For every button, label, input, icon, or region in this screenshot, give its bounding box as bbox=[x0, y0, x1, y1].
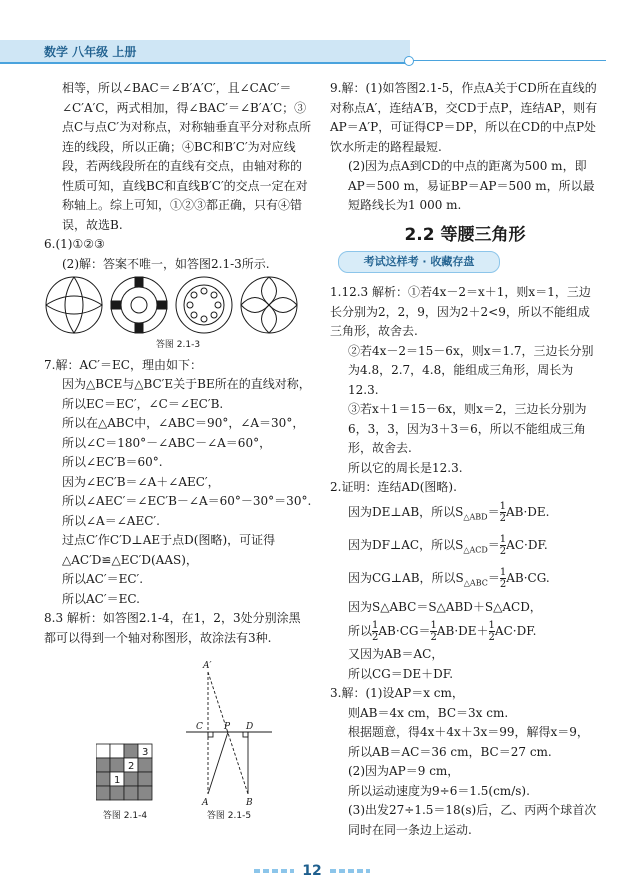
q2-line: 又因为AB＝AC， bbox=[348, 647, 444, 662]
q2-line: 因为DF⊥AC，所以$S_{\triangle ACD}=$ $\frac{1}{2}$ AC·DF. bbox=[348, 533, 548, 557]
q7-line: 所以∠A＝∠AEC′. bbox=[62, 513, 160, 528]
q3-line: 根据题意，得4x＋4x＋3x＝99，解得x＝9， bbox=[348, 725, 589, 740]
q7-line: 所以AC′＝EC. bbox=[62, 591, 140, 606]
figure-2-1-4 bbox=[96, 742, 156, 804]
section-banner: 考试这样考 · 收藏存盘 bbox=[338, 251, 500, 273]
point-label: B bbox=[246, 798, 253, 808]
grid-label: 3 bbox=[142, 747, 149, 758]
q3-line: 所以运动速度为9÷6＝1.5(cm/s). bbox=[348, 783, 530, 798]
q2-head: 2.证明：连结AD(图略). bbox=[330, 480, 457, 494]
q3-line: (2)因为AP＝9 cm， bbox=[348, 764, 460, 779]
q6-part1: 6.(1)①②③ bbox=[44, 237, 105, 251]
point-label: C bbox=[196, 722, 203, 732]
q9-part1: 9.解：(1)如答图2.1-5，作点A关于CD所在直线的对称点A′，连结A′B，交CD于点P，连结AP，则有AP＝A′P，可证得CP＝DP，所以在CD的中点P处饮水所走的路程最短. bbox=[330, 81, 598, 154]
q2-line: 因为S△ABC＝S△ABD＋S△ACD， bbox=[348, 599, 542, 614]
q7-line: 因为∠EC′B＝∠A＋∠AEC′， bbox=[62, 474, 220, 489]
q7-line: 所以∠EC′B＝60°. bbox=[62, 455, 163, 469]
q3-line: (3)出发27÷1.5＝18(s)后，乙、丙两个球首次同时在同一条边上运动. bbox=[348, 803, 597, 837]
q1: 1.12.3 解析：①若4x－2＝x＋1，则x＝1，三边长分别为2，2，9，因为2＋2<9，所以不能组成三角形，故舍去. bbox=[330, 285, 591, 338]
grid-label: 1 bbox=[114, 775, 121, 786]
q1-conclusion: 所以它的周长是12.3. bbox=[348, 460, 463, 475]
q7-line: 所以AC′＝EC′. bbox=[62, 572, 144, 586]
q7-line: 所以∠AEC′＝∠EC′B－∠A＝60°－30°＝30°. bbox=[62, 494, 312, 508]
figure-2-1-3 bbox=[44, 274, 304, 336]
figure-2-1-3-caption: 答图 2.1-3 bbox=[155, 340, 201, 350]
q1-case3: ③若x＋1＝15－6x，则x＝2，三边长分别为6，3，3，因为3＋3＝6，所以不能组成三角形，故舍去. bbox=[348, 402, 587, 455]
q9-part2: (2)因为点A到CD的中点的距离为500 m，即AP＝500 m，易证BP＝AP＝500 m，所以最短路线长为1 000 m. bbox=[348, 159, 595, 212]
left-column bbox=[44, 79, 312, 648]
footer-decoration bbox=[330, 869, 370, 873]
q7-head: 7.解：AC′＝EC，理由如下： bbox=[44, 357, 202, 372]
header-dot bbox=[404, 56, 414, 66]
header-label: 数学 八年级 上册 bbox=[44, 45, 137, 59]
page-footer bbox=[0, 860, 624, 879]
right-column bbox=[330, 79, 600, 840]
q7-line: 所以∠C＝180°－∠ABC－∠A＝60°， bbox=[62, 435, 272, 450]
header-bar bbox=[0, 40, 410, 64]
q3-line: 则AB＝4x cm，BC＝3x cm. bbox=[348, 705, 509, 720]
point-label: D bbox=[246, 722, 254, 732]
header-rule bbox=[410, 60, 606, 61]
page-number: 12 bbox=[302, 863, 322, 879]
q2-line: 所以 $\frac{1}{2}$ AB·CG＝ $\frac{1}{2}$ AB·DE＋ $\frac{1}{2}$ AC·DF. bbox=[348, 620, 537, 644]
grid-label: 2 bbox=[128, 761, 135, 772]
q2-line: 因为CG⊥AB，所以$S_{\triangle ABC}=$ $\frac{1}{2}$ AB·CG. bbox=[348, 567, 550, 591]
q1-case2: ②若4x－2＝15－6x，则x＝1.7，三边长分别为4.8，2.7，4.8，能组成三角形，周长为12.3. bbox=[348, 343, 594, 397]
point-label: A bbox=[202, 798, 209, 808]
q7-line: 因为△BCE与△BC′E关于BE所在的直线对称， bbox=[62, 377, 311, 391]
q6-part2: (2)解：答案不唯一，如答图2.1-3所示. bbox=[62, 256, 270, 271]
q3-line: 3.解：(1)设AP＝x cm， bbox=[330, 686, 464, 701]
point-label: P bbox=[224, 722, 231, 732]
figure-2-1-4-caption: 答图 2.1-4 bbox=[102, 811, 148, 821]
q2-line: 所以CG＝DE＋DF. bbox=[348, 666, 454, 681]
q3-line: 所以AB＝AC＝36 cm，BC＝27 cm. bbox=[348, 744, 552, 759]
section-title: 2.2 等腰三角形 bbox=[404, 224, 526, 245]
q7-line: 所以在△ABC中，∠ABC＝90°，∠A＝30°， bbox=[62, 416, 305, 430]
q2-line: 因为DE⊥AB，所以$S_{\triangle ABD}=$ $\frac{1}{2}$ AB·DE. bbox=[348, 500, 550, 524]
q7-line: 过点C′作C′D⊥AE于点D(图略)，可证得△AC′D≌△EC′D(AAS)， bbox=[62, 533, 276, 567]
q7-line: 所以EC＝EC′，∠C＝∠EC′B. bbox=[62, 396, 224, 411]
q8: 8.3 解析：如答图2.1-4，在1，2，3处分别涂黑都可以得到一个轴对称图形，故涂法有3种. bbox=[44, 611, 301, 645]
answer-continuation: 相等，所以∠BAC＝∠B′A′C′，且∠CAC′＝∠C′A′C，两式相加，得∠BAC′＝∠B′A′C；③点C与点C′为对称点，对称轴垂直平分对称点所连的线段，所以正确；④BC和B′C′为对应线段，若两线段所在的直线有交点，由轴对称的性质可知，直线BC和直线B′C′的交点一定在对称轴上。综上可知，①②③都正确，只有④错误，故选B. bbox=[62, 81, 312, 232]
point-label: A′ bbox=[203, 661, 212, 671]
figure-2-1-5 bbox=[186, 658, 272, 808]
footer-decoration bbox=[254, 869, 294, 873]
figure-2-1-5-caption: 答图 2.1-5 bbox=[206, 811, 252, 821]
